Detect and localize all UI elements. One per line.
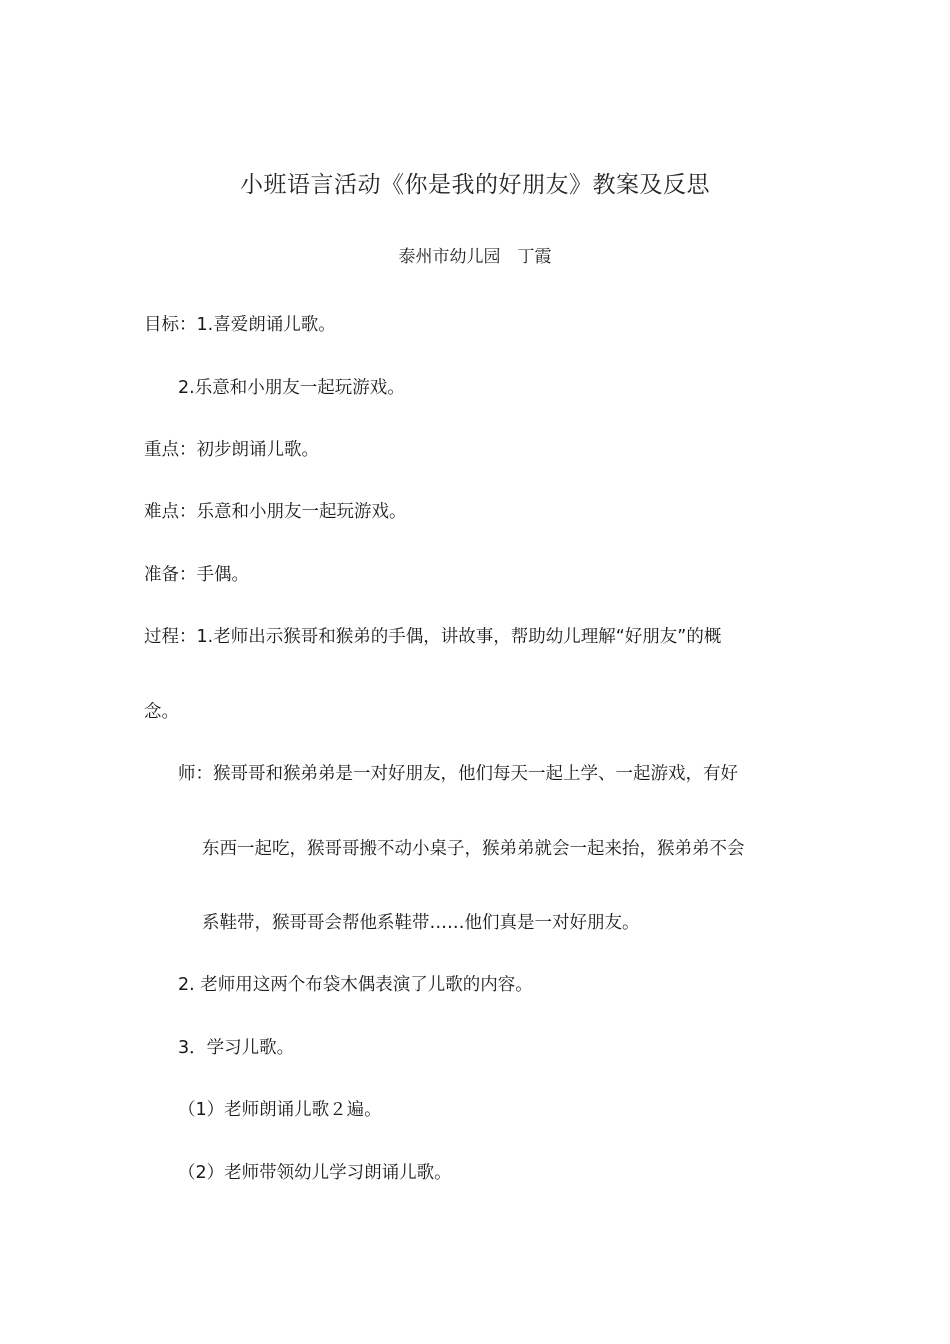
step-3-2: （2）老师带领幼儿学习朗诵儿歌。 [178,1163,452,1183]
process-1-line-2: 念。 [144,702,179,722]
document-author: 泰州市幼儿园 丁霞 [398,247,552,267]
document-title: 小班语言活动《你是我的好朋友》教案及反思 [240,172,710,198]
teacher-line-2: 东西一起吃，猴哥哥搬不动小桌子，猴弟弟就会一起来抬，猴弟弟不会 [202,839,745,859]
teacher-line-3: 系鞋带，猴哥哥会帮他系鞋带……他们真是一对好朋友。 [202,913,640,933]
goal-1: 目标：1.喜爱朗诵儿歌。 [144,315,336,335]
difficulty: 难点：乐意和小朋友一起玩游戏。 [144,502,407,522]
goal-2: 2.乐意和小朋友一起玩游戏。 [178,378,405,398]
step-3-1: （1）老师朗诵儿歌２遍。 [178,1100,382,1120]
preparation: 准备：手偶。 [144,565,249,585]
teacher-line-1: 师：猴哥哥和猴弟弟是一对好朋友，他们每天一起上学、一起游戏，有好 [178,764,738,784]
step-2: 2. 老师用这两个布袋木偶表演了儿歌的内容。 [178,975,533,995]
key-point: 重点：初步朗诵儿歌。 [144,440,319,460]
process-1-line-1: 过程：1.老师出示猴哥和猴弟的手偶，讲故事，帮助幼儿理解“好朋友”的概 [144,627,722,647]
step-3: 3．学习儿歌。 [178,1038,295,1058]
